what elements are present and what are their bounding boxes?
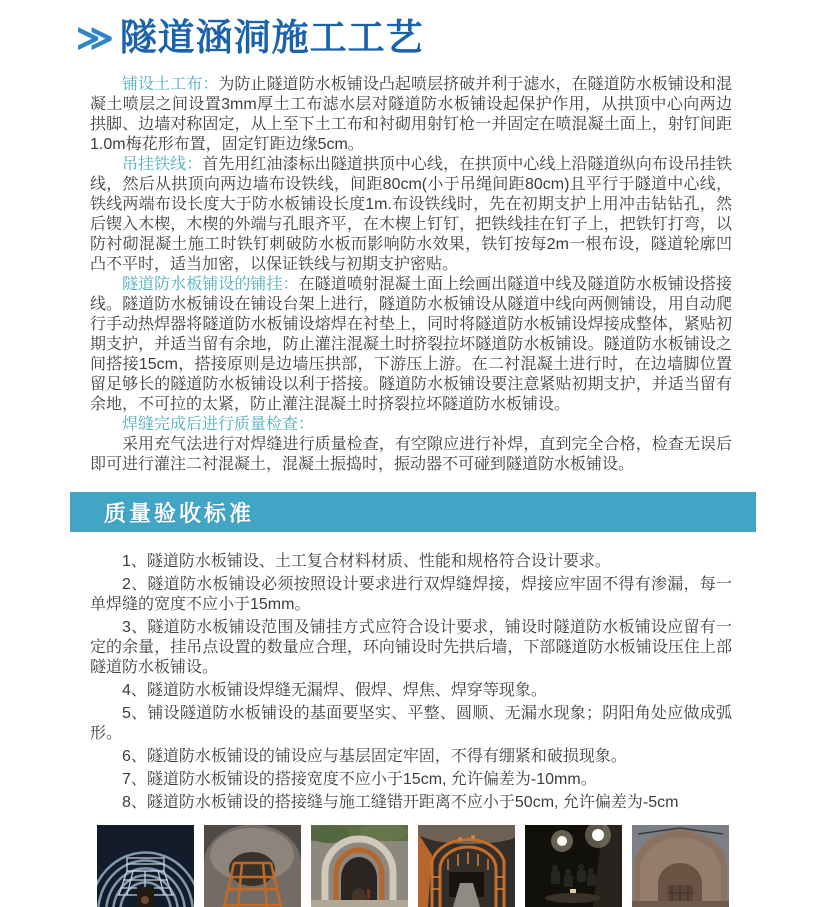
lined-tunnel-art: [632, 825, 729, 907]
standard-item-5: 5、铺设隧道防水板铺设的基面要坚实、平整、圆顺、无漏水现象；阴阳角处应做成弧形。: [90, 705, 732, 742]
lining-gantry-art: [418, 825, 515, 907]
paragraph-label: 铺设土工布：: [122, 76, 219, 93]
standard-item-6: 6、隧道防水板铺设的铺设应与基层固定牢固，不得有绷紧和破损现象。: [122, 748, 627, 765]
photo-workers-in-dark-tunnel: [525, 825, 622, 907]
tunnel-portal-art: [311, 825, 408, 907]
paragraph-geotextile: [90, 75, 732, 155]
process-description: [90, 75, 732, 475]
standard-item-1: 1、隧道防水板铺设、土工复合材料材质、性能和规格符合设计要求。: [122, 553, 611, 570]
photo-concrete-lined-tunnel: [632, 825, 729, 907]
paragraph-weld-check-body: [90, 435, 732, 475]
standards-list: [90, 552, 732, 813]
photo-orange-lining-gantry: [418, 825, 515, 907]
standard-item-8: 8、隧道防水板铺设的搭接缝与施工缝错开距离不应小于50cm, 允许偏差为-5cm: [122, 794, 679, 811]
paragraph-text: 首先用红油漆标出隧道拱顶中心线，在拱顶中心线上沿隧道纵向布设吊挂铁线，然后从拱顶向两边墙布设铁线，间距80cm(小于吊绳间距80cm)且平行于隧道中心线，铁线两端布设长度大于防水板铺设长度1m.布设铁线时，先在初期支护上用冲击钻钻孔，然后锲入木楔，木楔的外端与孔眼齐平，在木楔上钉钉，把铁线挂在钉子上，把铁钉打弯，以防衬砌混凝土施工时铁钉刺破防水板而影响防水效果，铁钉按每2m一根布设，隧道轮廓凹凸不平时，适当加密，以保证铁线与初期支护密贴。: [90, 156, 732, 273]
photo-steel-arch-tunnel: [97, 825, 194, 907]
page-header: [76, 16, 818, 60]
standard-item-7: 7、隧道防水板铺设的搭接宽度不应小于15cm, 允许偏差为-10mm。: [122, 771, 597, 788]
workers-tunnel-art: [525, 825, 622, 907]
photo-strip: [97, 825, 818, 907]
page-title: 隧道涵洞施工工艺: [119, 17, 424, 58]
paragraph-text: 在隧道喷射混凝土面上绘画出隧道中线及隧道防水板铺设搭接线。隧道防水板铺设在铺设台架上进行，隧道防水板铺设从隧道中线向两侧铺设，用自动爬行手动热焊器将隧道防水板铺设熔焊在衬垫上，同时将隧道防水板铺设焊接成整体，紧贴初期支护，并适当留有余地，防止灌注混凝土时挤裂拉坏隧道防水板铺设。隧道防水板铺设之间搭接15cm，搭接原则是边墙压拱部，下游压上游。在二衬混凝土进行时，在边墙脚位置留足够长的隧道防水板铺设以利于搭接。隧道防水板铺设要注意紧贴初期支护，并适当留有余地，不可拉的太紧，防止灌注混凝土时挤裂拉坏隧道防水板铺设。: [90, 276, 732, 413]
paragraph-weld-check-heading: [90, 415, 732, 435]
steel-arch-tunnel-art: [97, 825, 194, 907]
standard-item-2: 2、隧道防水板铺设必须按照设计要求进行双焊缝焊接，焊接应牢固不得有渗漏，每一单焊缝的宽度不应小于15mm。: [90, 576, 732, 613]
paragraph-text: 采用充气法进行对焊缝进行质量检查，有空隙应进行补焊，直到完全合格，检查无误后即可进行灌注二衬混凝土，混凝土振捣时，振动器不可碰到隧道防水板铺设。: [90, 436, 732, 473]
paragraph-label: 焊缝完成后进行质量检查：: [122, 416, 315, 433]
paragraph-label: 吊挂铁线：: [122, 156, 203, 173]
paragraph-membrane-laying: [90, 275, 732, 415]
standard-item-4: 4、隧道防水板铺设焊缝无漏焊、假焊、焊焦、焊穿等现象。: [122, 682, 547, 699]
banner-title: 质量验收标准: [104, 500, 255, 526]
photo-tunnel-portal-formwork: [311, 825, 408, 907]
paragraph-text: 为防止隧道防水板铺设凸起喷层挤破并利于滤水，在隧道防水板铺设和混凝土喷层之间设置3mm厚土工布滤水层对隧道防水板铺设起保护作用，从拱顶中心向两边拱脚、边墙对称固定，从上至下土工布和衬砌用射钉枪一并固定在喷混凝土面上，射钉间距1.0m梅花形布置，固定钉距边缘5cm。: [90, 76, 732, 153]
photo-tunnel-scaffold-platform: [204, 825, 301, 907]
paragraph-label: 隧道防水板铺设的铺挂：: [122, 276, 299, 293]
tunnel-scaffold-art: [204, 825, 301, 907]
paragraph-hanging-wire: [90, 155, 732, 275]
double-chevron-icon: ≫: [76, 17, 112, 58]
quality-standards-banner: [70, 492, 756, 532]
standard-item-3: 3、隧道防水板铺设范围及铺挂方式应符合设计要求，铺设时隧道防水板铺设应留有一定的余量，挂吊点设置的数量应合理，环向铺设时先拱后墙，下部隧道防水板铺设压住上部隧道防水板铺设。: [90, 619, 732, 676]
